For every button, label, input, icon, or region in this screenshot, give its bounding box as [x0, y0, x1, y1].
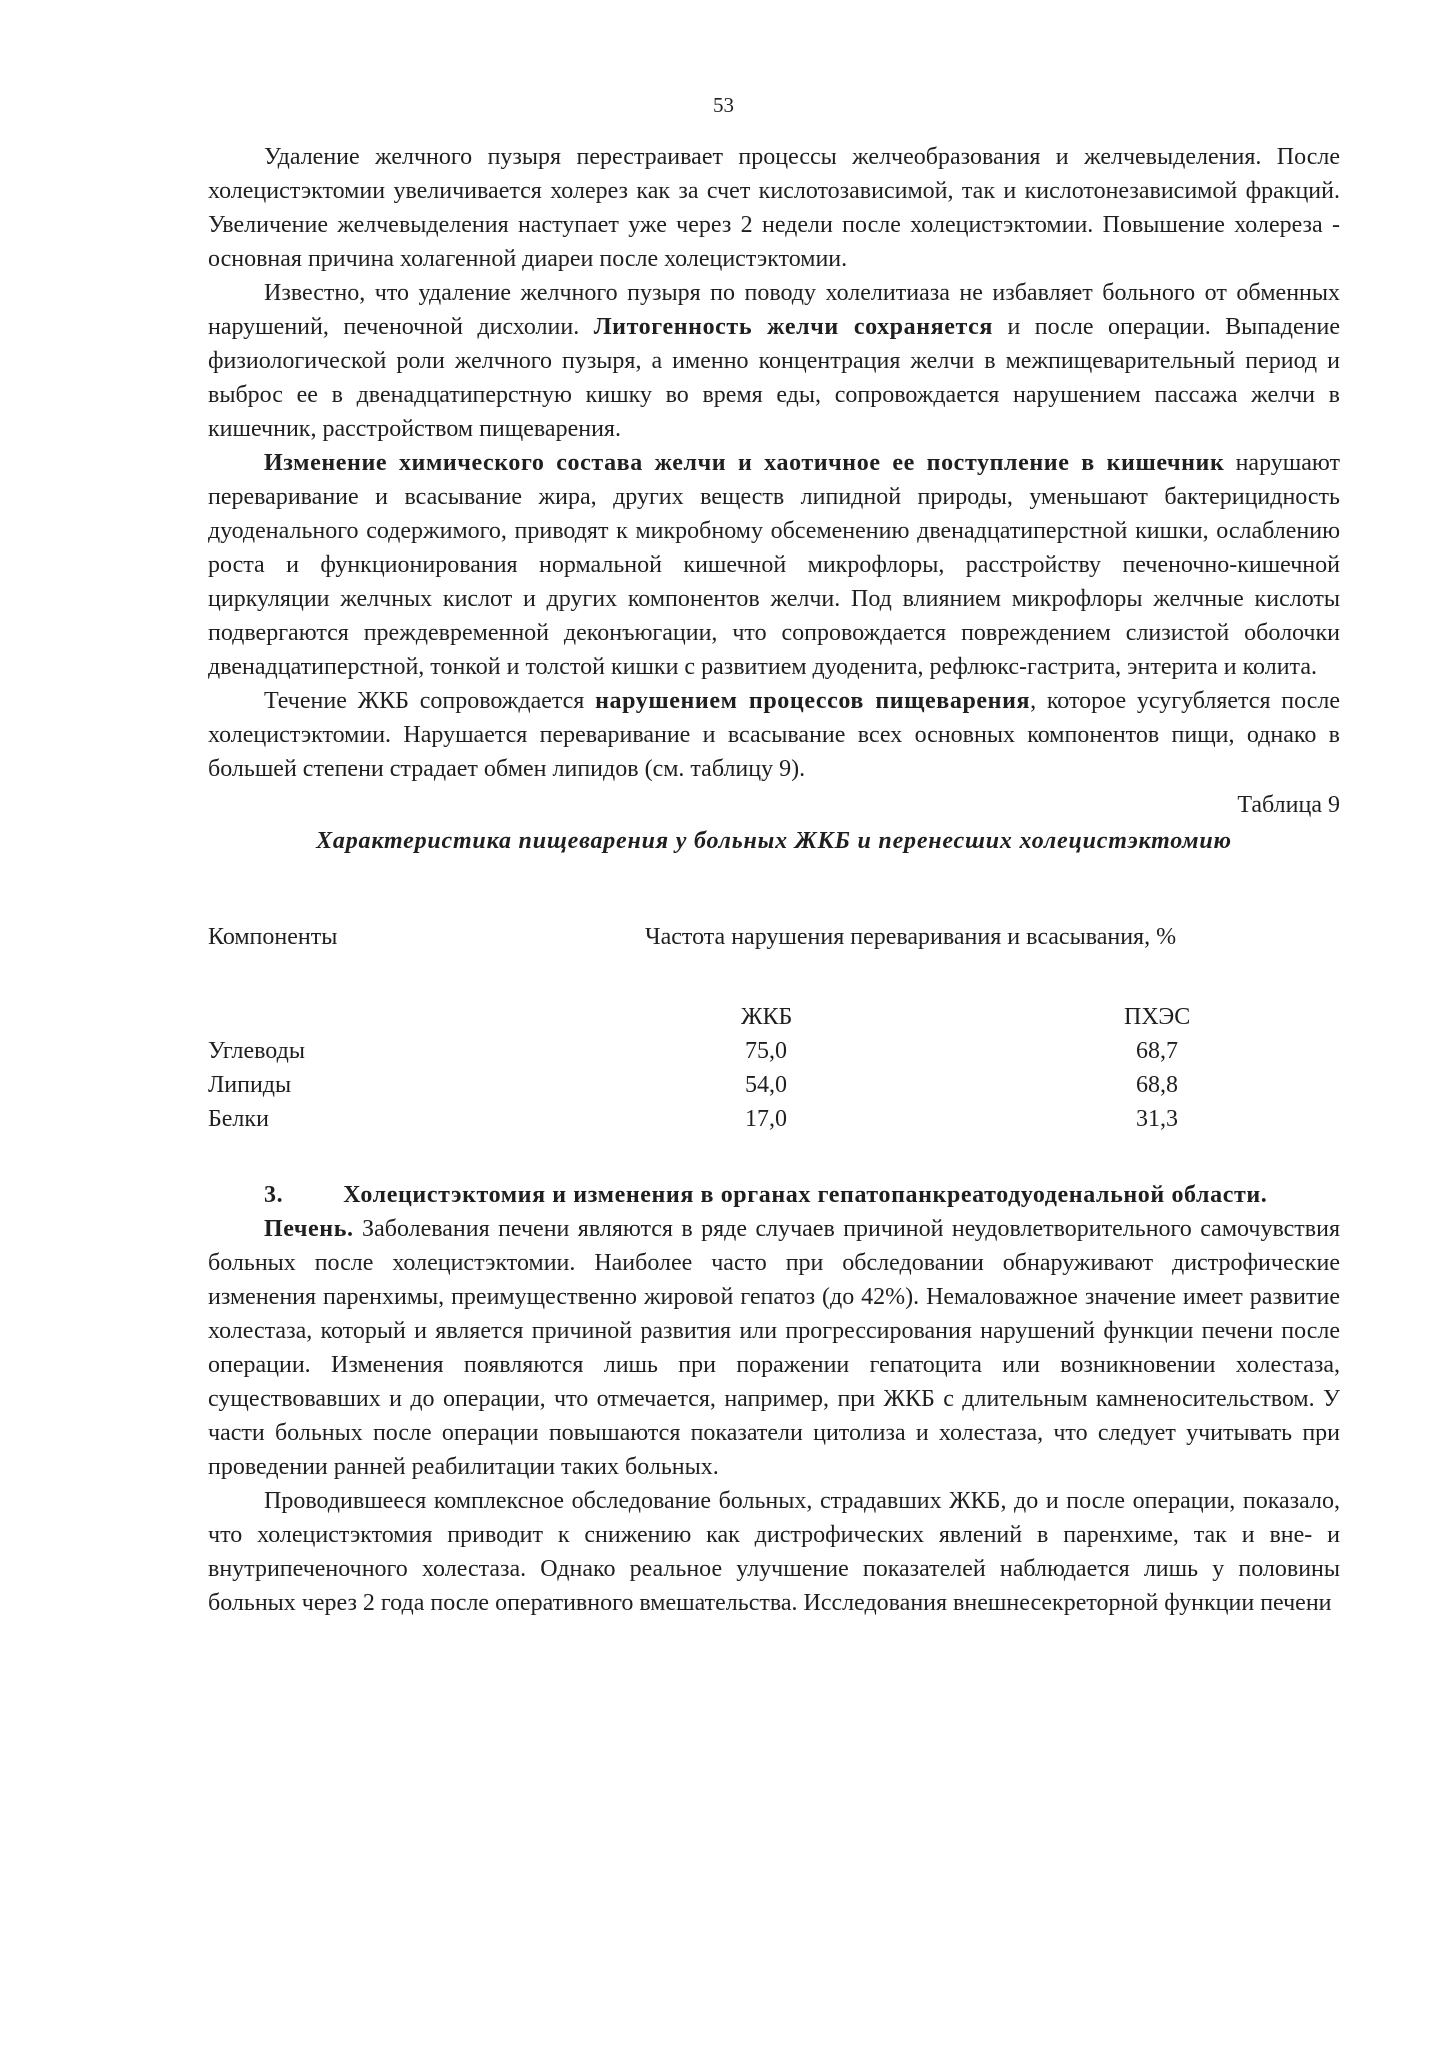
- table-cell-phes: 31,3: [1136, 1106, 1178, 1132]
- paragraph-1: Удаление желчного пузыря перестраивает процессы желчеобразования и желчевыделения. После холецистэктомии увеличивается холерез как за счет кислотозависимой, так и кислотонезависимой фракций. Увеличение желчевыделения наступает уже через 2 недели после холецистэктомии. Повышение холереза - основная причина холагенной диареи после холецистэктомии.: [208, 144, 1340, 272]
- paragraph-2-text-a: Известно, что удаление желчного пузыря по поводу холелитиаза не избавляет больного от обменных нарушений, печеночной дисхолии.: [208, 280, 1340, 340]
- paragraph-5-text: Заболевания печени являются в ряде случаев причиной неудовлетворительного самочувствия больных после холецистэктомии. Наиболее часто при обследовании обнаруживают дистрофические изменения паренхимы, преимущественно жировой гепатоз (до 42%). Немаловажное значение имеет развитие холестаза, который и является причиной развития или прогрессирования нарушений функции печени после операции. Изменения появляются лишь при поражении гепатоцита или возникновении холестаза, существовавших и до операции, что отмечается, например, при ЖКБ с длительным камненосительством. У части больных после операции повышаются показатели цитолиза и холестаза, что следует учитывать при проведении ранней реабилитации таких больных.: [208, 1216, 1340, 1480]
- table-cell-zhkb: 17,0: [745, 1106, 787, 1132]
- section-heading-line: [208, 1178, 1340, 1212]
- paragraph-5-bold: Печень.: [264, 1216, 354, 1242]
- table-subheader-phes: ПХЭС: [1124, 1004, 1191, 1030]
- table-row-name: Углеводы: [208, 1038, 305, 1064]
- page-number: 53: [713, 93, 734, 117]
- document-body: [208, 140, 1340, 1620]
- section-heading: [208, 1178, 1340, 1212]
- paragraph-3-text: нарушают переваривание и всасывание жира, других веществ липидной природы, уменьшают бактерицидность дуоденального содержимого, приводят к микробному обсеменению двенадцатиперстной кишки, ослаблению роста и функционирования нормальной кишечной микрофлоры, расстройству печеночно-кишечной циркуляции желчных кислот и других компонентов желчи. Под влиянием микрофлоры желчные кислоты подвергаются преждевременной деконъюгации, что сопровождается повреждением слизистой оболочки двенадцатиперстной, тонкой и толстой кишки с развитием дуоденита, рефлюкс-гастрита, энтерита и колита.: [208, 450, 1340, 680]
- table-subheader-zhkb: ЖКБ: [741, 1004, 793, 1030]
- data-table: [208, 858, 1340, 1158]
- table-row-name: Липиды: [208, 1072, 292, 1098]
- table-row-name: Белки: [208, 1106, 269, 1132]
- table-cell-phes: 68,8: [1136, 1072, 1178, 1098]
- paragraph-6: Проводившееся комплексное обследование больных, страдавших ЖКБ, до и после операции, показало, что холецистэктомия приводит к снижению как дистрофических явлений в паренхиме, так и вне- и внутрипеченочного холестаза. Однако реальное улучшение показателей наблюдается лишь у половины больных через 2 года после оперативного вмешательства. Исследования внешнесекреторной функции печени: [208, 1488, 1340, 1616]
- table-header-frequency: Частота нарушения переваривания и всасывания, %: [645, 924, 1177, 950]
- paragraph-2-bold: Литогенность желчи сохраняется: [593, 314, 994, 340]
- paragraph-3: [208, 446, 1340, 684]
- paragraph-4-text-c: , которое усугубляется после холецистэктомии. Нарушается переваривание и всасывание всех основных компонентов пищи, однако в большей степени страдает обмен липидов (см. таблицу 9).: [208, 688, 1340, 782]
- section-title: Холецистэктомия и изменения в органах гепатопанкреатодуоденальной области.: [343, 1182, 1268, 1208]
- paragraph-2-text-c: и после операции. Выпадение физиологической роли желчного пузыря, а именно концентрация желчи в межпищеварительный период и выброс ее в двенадцатиперстную кишку во время еды, сопровождается нарушением пассажа желчи в кишечник, расстройством пищеварения.: [208, 314, 1340, 442]
- paragraph-5: [208, 1212, 1340, 1484]
- table-cell-phes: 68,7: [1136, 1038, 1178, 1064]
- paragraph-2: [208, 276, 1340, 446]
- table-title: Характеристика пищеварения у больных ЖКБ и перенесших холецистэктомию: [316, 828, 1232, 854]
- table-label: Таблица 9: [1237, 792, 1340, 818]
- paragraph-4: [208, 684, 1340, 786]
- paragraph-4-bold: нарушением процессов пищеварения: [595, 688, 1031, 714]
- table-cell-zhkb: 54,0: [745, 1072, 787, 1098]
- table-header-components: Компоненты: [208, 924, 338, 950]
- paragraph-4-text-a: Течение ЖКБ сопровождается: [264, 688, 596, 714]
- section-number: 3.: [264, 1182, 284, 1208]
- paragraph-3-bold: Изменение химического состава желчи и хаотичное ее поступление в кишечник: [264, 450, 1225, 476]
- table-cell-zhkb: 75,0: [745, 1038, 787, 1064]
